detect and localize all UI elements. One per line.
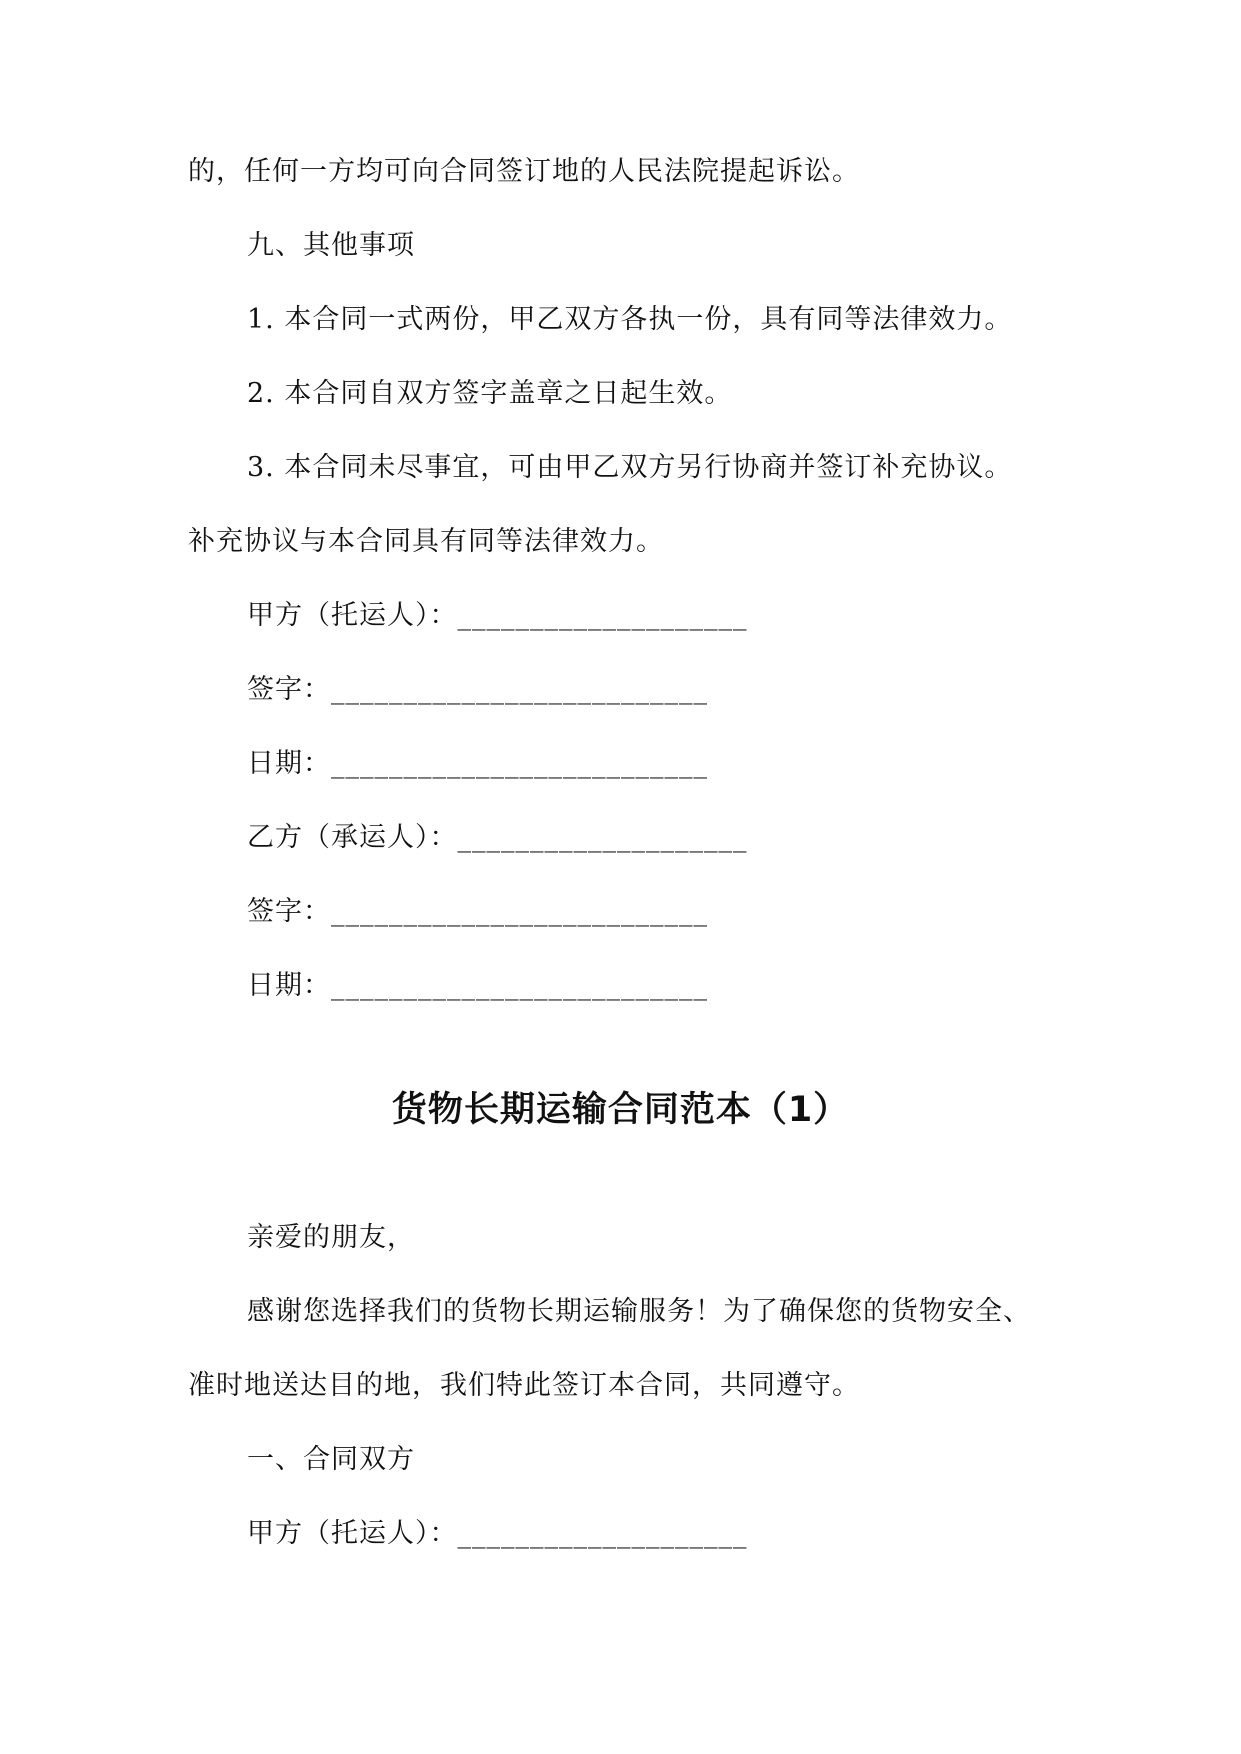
party-b-signature-line: 签字：__________________________	[247, 896, 708, 927]
paragraph-line: 的，任何一方均可向合同签订地的人民法院提起诉讼。	[188, 156, 860, 187]
section-heading-parties: 一、合同双方	[247, 1444, 415, 1475]
clause-2: 2. 本合同自双方签字盖章之日起生效。	[247, 378, 733, 409]
party-a-signature-line: 签字：__________________________	[247, 674, 708, 705]
intro-line-1: 感谢您选择我们的货物长期运输服务！为了确保您的货物安全、	[247, 1296, 1031, 1327]
document-title: 货物长期运输合同范本（1）	[391, 1090, 850, 1130]
party-b-date-line: 日期：__________________________	[247, 970, 708, 1001]
section-heading-other-matters: 九、其他事项	[247, 230, 415, 261]
clause-1: 1. 本合同一式两份，甲乙双方各执一份，具有同等法律效力。	[247, 304, 1013, 335]
party-a-line-2: 甲方（托运人）：____________________	[247, 1518, 748, 1549]
intro-line-2: 准时地送达目的地，我们特此签订本合同，共同遵守。	[188, 1370, 860, 1401]
greeting-line: 亲爱的朋友，	[247, 1222, 415, 1253]
party-b-line: 乙方（承运人）：____________________	[247, 822, 748, 853]
clause-3-continued: 补充协议与本合同具有同等法律效力。	[188, 526, 664, 557]
party-a-line: 甲方（托运人）：____________________	[247, 600, 748, 631]
party-a-date-line: 日期：__________________________	[247, 748, 708, 779]
clause-3: 3. 本合同未尽事宜，可由甲乙双方另行协商并签订补充协议。	[247, 452, 1013, 483]
